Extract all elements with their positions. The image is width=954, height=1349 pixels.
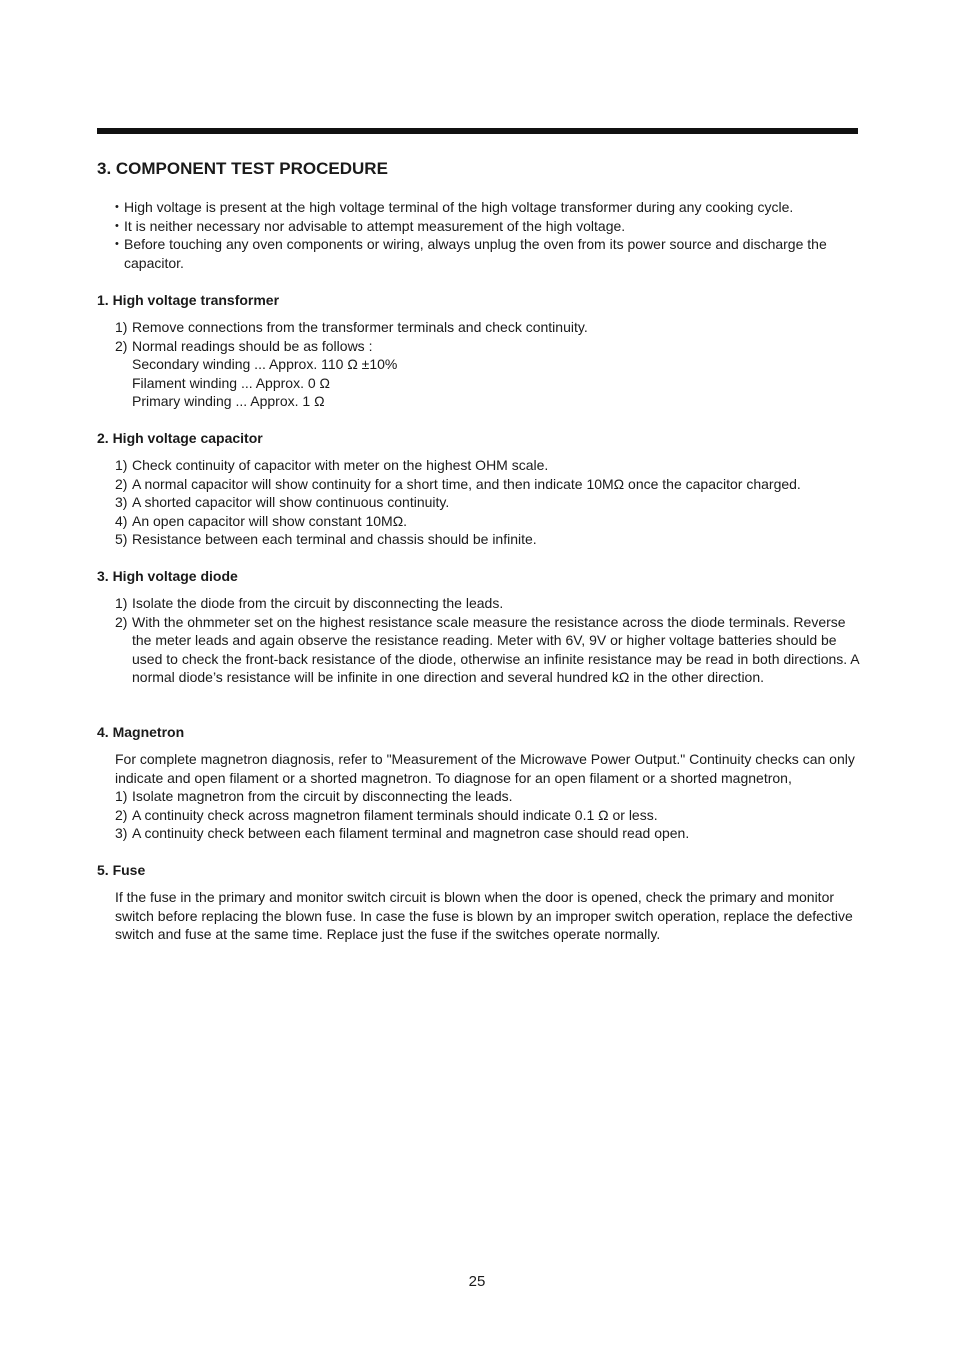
magnetron-intro: For complete magnetron diagnosis, refer to "Measurement of the Microwave Power Output." Continuity checks can only indicate and open filament or a shorted magnetron. To diagnose for an open filament or a shorted magnetron, [115,751,855,786]
list-item [115,787,860,806]
item-text: A continuity check across magnetron filament terminals should indicate 0.1 Ω or less. [132,806,658,823]
list-item [115,824,860,843]
item-text: Resistance between each terminal and chassis should be infinite. [132,531,537,548]
item-number: 1) [115,457,128,473]
item-text: An open capacitor will show constant 10MΩ. [132,512,408,529]
item-text: Check continuity of capacitor with meter on the highest OHM scale. [132,457,549,473]
warning-item: • High voltage is present at the high voltage terminal of the high voltage transformer during any cooking cycle. [115,198,860,217]
reading-primary: Primary winding ... Approx. 1 Ω [132,393,325,410]
winding-readings [115,355,877,411]
section-heading-diode: 3. High voltage diode [97,568,238,584]
warning-item: • It is neither necessary nor advisable to attempt measurement of the high voltage. [115,217,860,236]
item-text: A shorted capacitor will show continuous continuity. [132,494,450,511]
item-number: 4) [115,512,128,529]
list-item [115,806,860,825]
list-item [115,318,860,337]
item-number: 3) [115,494,128,511]
section-heading-magnetron: 4. Magnetron [97,724,185,740]
list-item [115,613,860,687]
item-text: Isolate magnetron from the circuit by disconnecting the leads. [132,788,513,804]
item-text: With the ohmmeter set on the highest resistance scale measure the resistance across the diode terminals. Reverse the meter leads and again observe the resistance reading. Meter with 6V, 9V or higher voltage batteries should be used to check the front-back resistance of the diode, otherwise an infinite resistance may be read in both directions. A normal diode’s resistance will be infinite in one direction and several hundred kΩ in the other direction. [132,613,859,686]
transformer-steps [115,318,860,355]
capacitor-steps [115,456,860,549]
item-number: 2) [115,806,128,823]
item-text: Isolate the diode from the circuit by disconnecting the leads. [132,595,504,611]
item-number: 2) [115,475,128,492]
list-item [115,337,860,356]
section-heading-capacitor: 2. High voltage capacitor [97,430,263,446]
list-item [115,475,860,494]
reading-filament: Filament winding ... Approx. 0 Ω [132,374,331,391]
list-item [115,493,860,512]
warning-item: • Before touching any oven components or wiring, always unplug the oven from its power source and discharge the capacitor. [115,235,860,272]
item-text: Normal readings should be as follows : [132,337,373,354]
section-heading-fuse: 5. Fuse [97,862,146,878]
section-heading-transformer: 1. High voltage transformer [97,292,280,308]
item-number: 5) [115,531,128,548]
item-text: Remove connections from the transformer terminals and check continuity. [132,319,588,335]
item-text: A continuity check between each filament terminal and magnetron case should read open. [132,825,690,842]
item-number: 3) [115,825,128,842]
top-rule [97,128,858,134]
item-number: 1) [115,319,128,335]
page-number: 25 [468,1273,486,1290]
warning-list [115,198,860,272]
fuse-paragraph: If the fuse in the primary and monitor switch circuit is blown when the door is opened, check the primary and monitor switch before replacing the blown fuse. In case the fuse is blown by an improper switch operation, replace the defective switch and fuse at the same time. Replace just the fuse if the switches operate normally. [115,889,853,943]
page-title: 3. COMPONENT TEST PROCEDURE [97,159,388,178]
list-item [115,594,860,613]
item-number: 2) [115,337,128,354]
diode-steps [115,594,860,687]
reading-secondary: Secondary winding ... Approx. 110 Ω ±10% [132,356,398,372]
item-number: 1) [115,595,128,611]
list-item [115,530,860,549]
item-number: 2) [115,613,128,630]
item-number: 1) [115,788,128,804]
item-text: A normal capacitor will show continuity for a short time, and then indicate 10MΩ once the capacitor charged. [132,475,801,492]
list-item [115,512,860,531]
list-item [115,456,860,475]
magnetron-steps [115,787,860,843]
